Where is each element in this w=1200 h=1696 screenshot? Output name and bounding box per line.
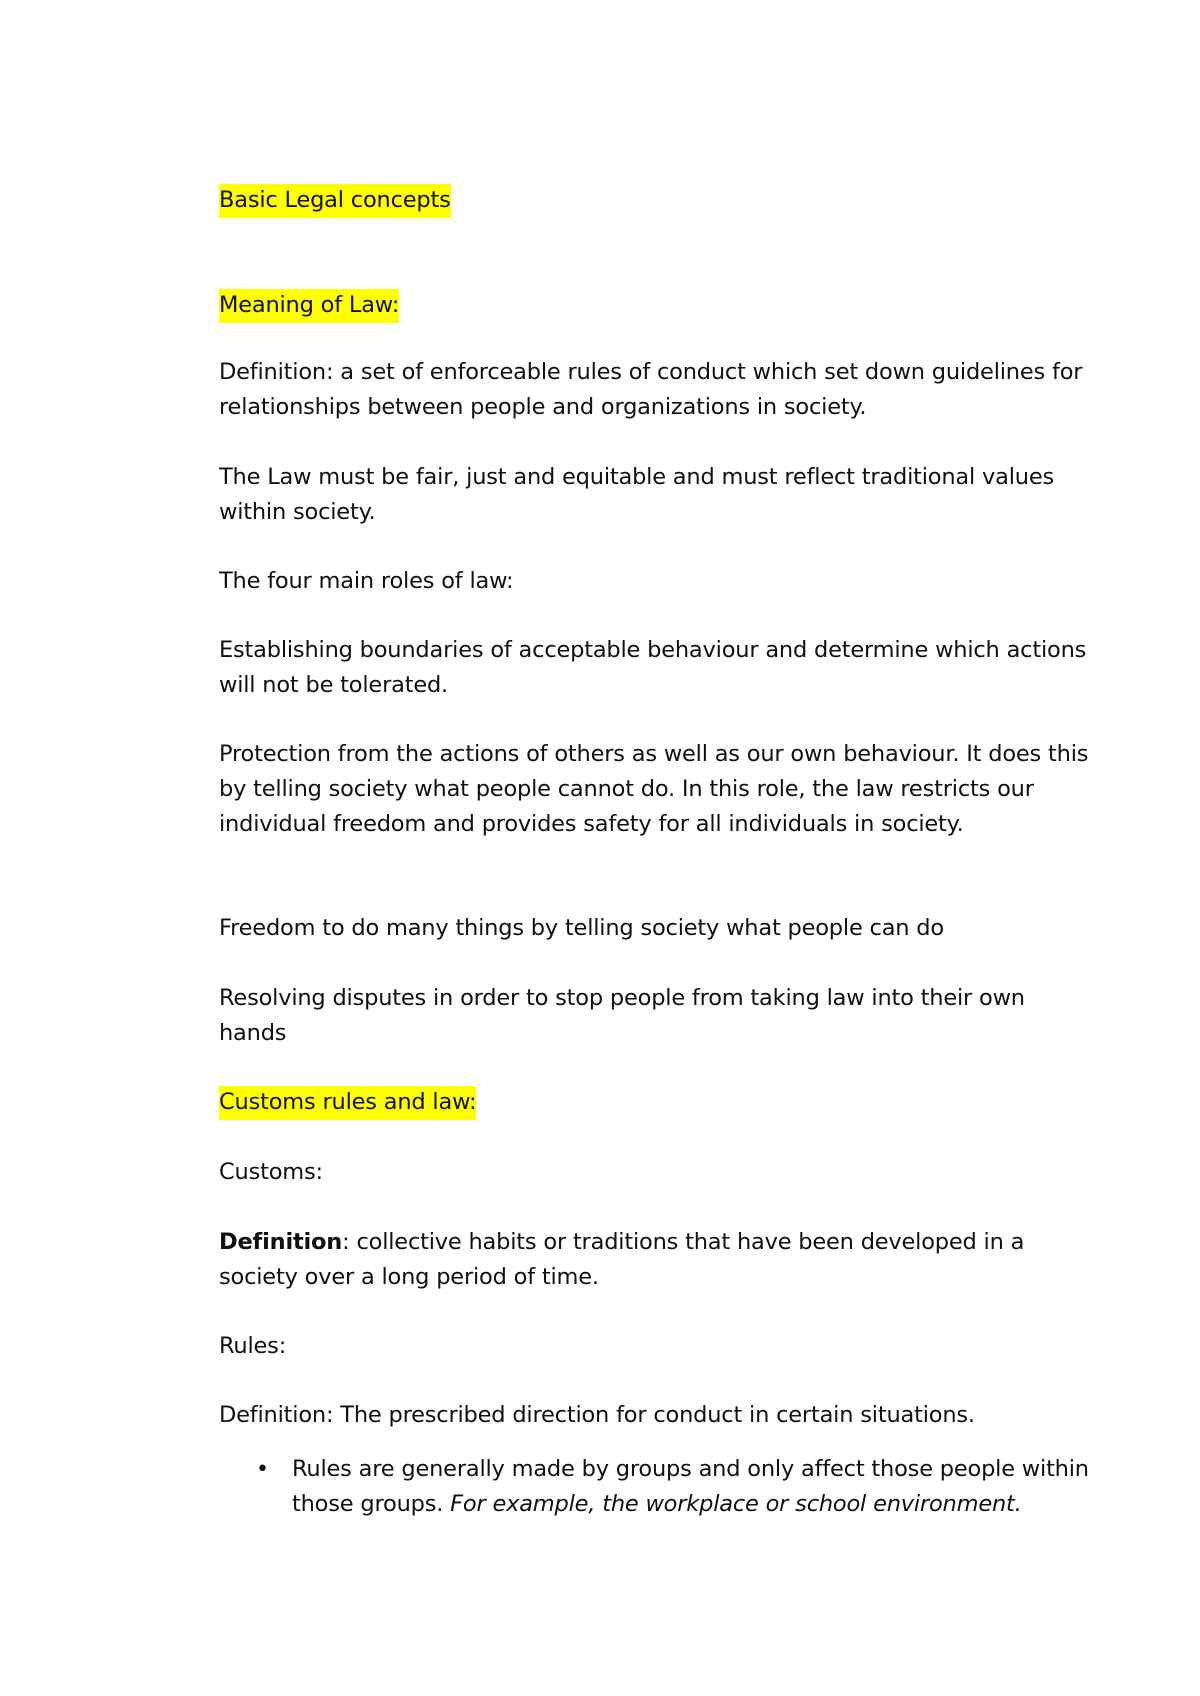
title-highlight: Basic Legal concepts [219,184,451,218]
bullet-main-text: Rules are generally made by groups and only affect those people within those groups. [292,1456,1089,1517]
heading-highlight: Meaning of Law: [219,289,399,323]
section-heading-meaning-of-law [219,288,1099,323]
bullet-example-text: For example, the workplace or school environment. [450,1491,1022,1517]
customs-definition-text: : collective habits or traditions that have been developed in a society over a long period of time. [219,1229,1025,1290]
document-title [219,183,1099,218]
role-paragraph-freedom: Freedom to do many things by telling society what people can do [219,915,944,941]
rules-bullet-item [219,1452,1099,1562]
rules-label: Rules: [219,1333,287,1359]
customs-label: Customs: [219,1159,323,1185]
rules-definition-paragraph: Definition: The prescribed direction for conduct in certain situations. [219,1402,975,1428]
bullet-text [292,1452,1092,1522]
section-heading-customs-rules-law [219,1085,1099,1120]
heading-highlight: Customs rules and law: [219,1086,476,1120]
roles-intro: The four main roles of law: [219,568,514,594]
bullet-icon: • [256,1457,269,1482]
customs-definition-paragraph [219,1225,1099,1295]
role-paragraph-disputes: Resolving disputes in order to stop people from taking law into their own hands [219,985,1025,1046]
law-definition-paragraph: Definition: a set of enforceable rules of conduct which set down guidelines for relationships between people and organizations in society. [219,359,1083,420]
role-paragraph-protection: Protection from the actions of others as well as our own behaviour. It does this by telling society what people cannot do. In this role, the law restricts our individual freedom and provides safety for all individuals in society. [219,741,1089,837]
law-fairness-paragraph: The Law must be fair, just and equitable and must reflect traditional values within society. [219,464,1054,525]
definition-bold-label: Definition [219,1229,343,1255]
role-paragraph-boundaries: Establishing boundaries of acceptable behaviour and determine which actions will not be tolerated. [219,637,1087,698]
